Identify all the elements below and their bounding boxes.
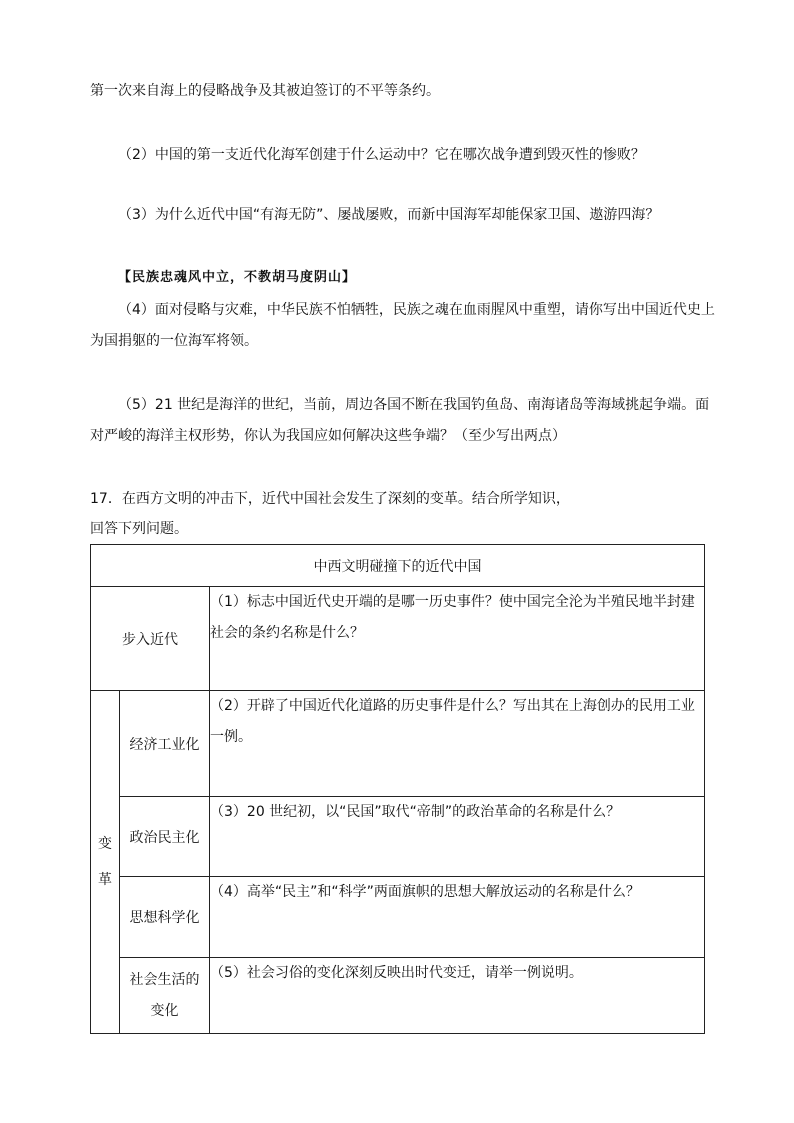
row-question-1-line1: （1）标志中国近代史开端的是哪一历史事件？使中国完全沦为半殖民地半封建 — [210, 594, 695, 610]
q16-sub5-line2: 对严峻的海洋主权形势，你认为我国应如何解决这些争端？（至少写出两点） — [90, 428, 566, 444]
q16-sub4-line1: （4）面对侵略与灾难，中华民族不怕牺牲，民族之魂在血雨腥风中重塑，请你写出中国近代史上 — [118, 302, 715, 318]
row-label-social-life-line1: 社会生活的 — [129, 971, 200, 988]
row-question-3 — [210, 797, 705, 877]
row-label-social-life-line2: 变化 — [150, 1002, 179, 1019]
row-label-economy: 经济工业化 — [120, 691, 210, 797]
q16-sub5-line1: （5）21 世纪是海洋的世纪，当前，周边各国不断在我国钓鱼岛、南海诸岛等海域挑起争端。面 — [118, 397, 710, 413]
row-label-step-into-modern: 步入近代 — [91, 587, 210, 691]
row-label-politics: 政治民主化 — [120, 797, 210, 877]
q16-intro-tail: 第一次来自海上的侵略战争及其被迫签订的不平等条约。 — [90, 83, 440, 99]
group-label-char-1: 变 — [98, 836, 112, 852]
row-question-1-line2: 社会的条约名称是什么？ — [210, 625, 364, 641]
row-question-3-line1: （3）20 世纪初，以“民国”取代“帝制”的政治革命的名称是什么？ — [210, 804, 621, 820]
row-question-2-line1: （2）开辟了中国近代化道路的历史事件是什么？写出其在上海创办的民用工业 — [210, 698, 695, 714]
row-label-social-life — [120, 958, 210, 1034]
q16-quote: 【民族忠魂风中立，不教胡马度阴山】 — [118, 270, 357, 285]
row-question-2 — [210, 691, 705, 797]
row-question-5-line1: （5）社会习俗的变化深刻反映出时代变迁，请举一例说明。 — [210, 965, 583, 981]
row-label-thought: 思想科学化 — [120, 877, 210, 958]
row-question-4 — [210, 877, 705, 958]
group-label-char-2: 革 — [98, 872, 112, 888]
q16-sub2: （2）中国的第一支近代化海军创建于什么运动中？它在哪次战争遭到毁灭性的惨败？ — [118, 147, 645, 163]
row-question-2-line2: 一例。 — [210, 729, 252, 745]
group-label-reform — [91, 691, 120, 1034]
q16-sub4-line2: 为国捐躯的一位海军将领。 — [90, 333, 258, 349]
q16-sub3: （3）为什么近代中国“有海无防”、屡战屡败，而新中国海军却能保家卫国、遨游四海？ — [118, 207, 660, 223]
q17-stem-line1: 17．在西方文明的冲击下，近代中国社会发生了深刻的变革。结合所学知识， — [90, 491, 570, 507]
row-question-4-line1: （4）高举“民主”和“科学”两面旗帜的思想大解放运动的名称是什么？ — [210, 884, 640, 900]
row-question-1 — [210, 587, 705, 691]
q17-stem-line2: 回答下列问题。 — [90, 521, 188, 537]
row-question-5 — [210, 958, 705, 1034]
q17-table — [90, 544, 705, 1034]
table-title: 中西文明碰撞下的近代中国 — [91, 545, 705, 587]
